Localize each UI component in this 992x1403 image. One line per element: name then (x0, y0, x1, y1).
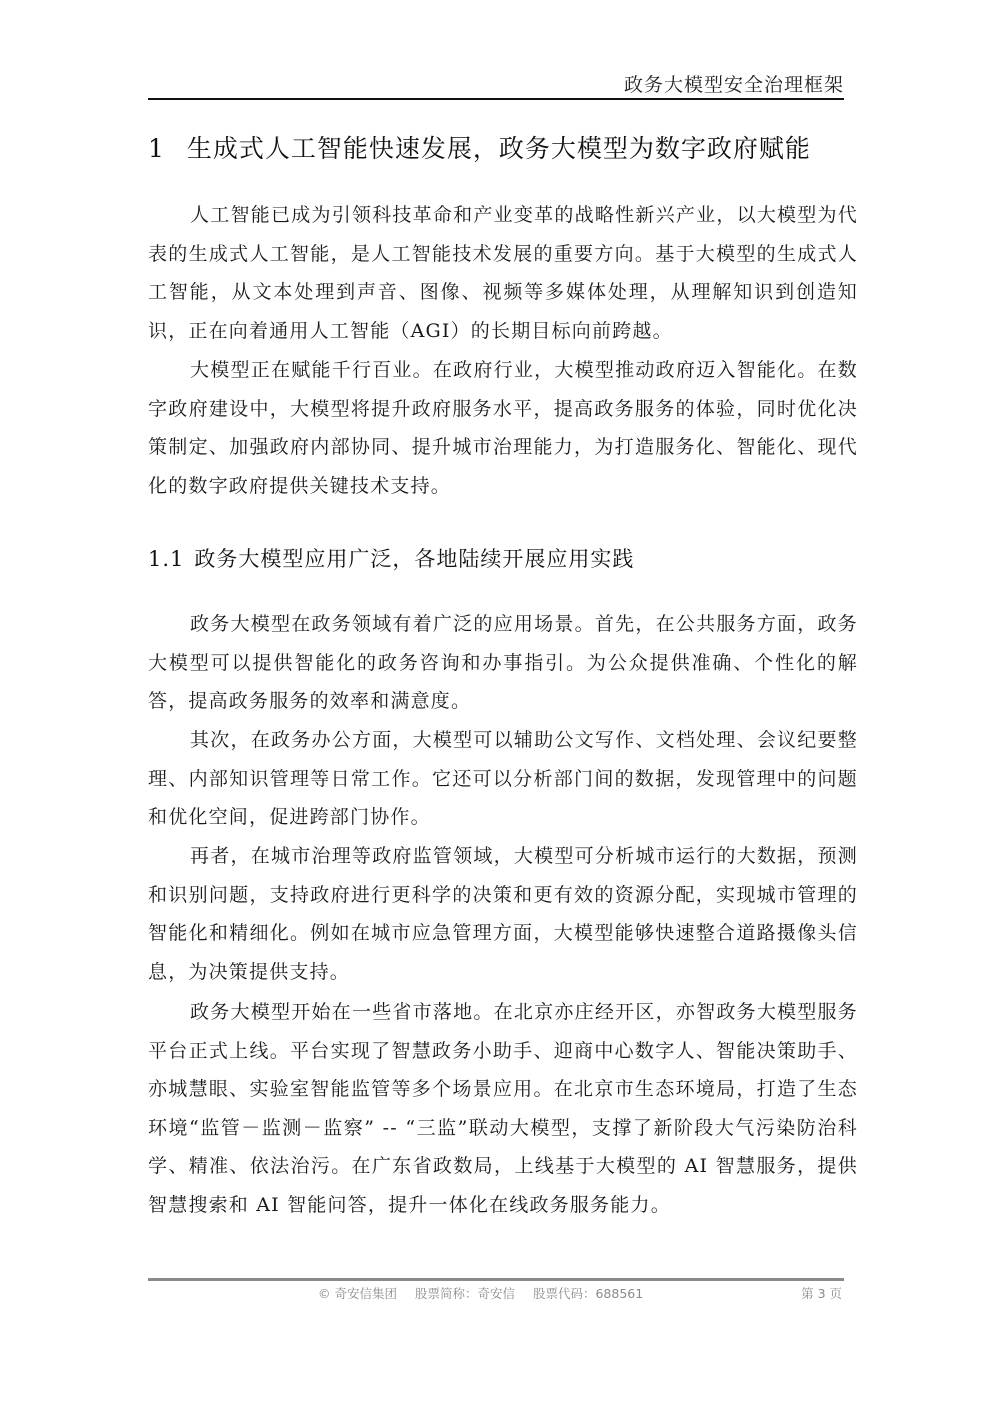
footer-stock-abbr: 股票简称：奇安信 (414, 1286, 515, 1301)
footer-copyright: © 奇安信集团 (318, 1286, 397, 1301)
paragraph: 大模型正在赋能千行百业。在政府行业，大模型推动政府迈入智能化。在数字政府建设中，大模型将提升政府服务水平，提高政务服务的体验，同时优化决策制定、加强政府内部协同、提升城市治理能力，为打造服务化、智能化、现代化的数字政府提供关键技术支持。 (148, 359, 858, 497)
header-divider (148, 98, 844, 100)
paragraph: 其次，在政务办公方面，大模型可以辅助公文写作、文档处理、会议纪要整理、内部知识管理等日常工作。它还可以分析部门间的数据，发现管理中的问题和优化空间，促进跨部门协作。 (148, 729, 858, 828)
section-1-1-number: 1.1 (148, 547, 185, 571)
section-1-1-heading (148, 543, 634, 573)
paragraph: 再者，在城市治理等政府监管领域，大模型可分析城市运行的大数据，预测和识别问题，支持政府进行更科学的决策和更有效的资源分配，实现城市管理的智能化和精细化。例如在城市应急管理方面，大模型能够快速整合道路摄像头信息，为决策提供支持。 (148, 845, 858, 983)
page-header-title: 政务大模型安全治理框架 (623, 74, 844, 96)
paragraph: 人工智能已成为引领科技革命和产业变革的战略性新兴产业，以大模型为代表的生成式人工智能，是人工智能技术发展的重要方向。基于大模型的生成式人工智能，从文本处理到声音、图像、视频等多媒体处理，从理解知识到创造知识，正在向着通用人工智能（AGI）的长期目标向前跨越。 (148, 204, 858, 342)
section-1-1-title: 政务大模型应用广泛，各地陆续开展应用实践 (194, 547, 635, 571)
section-1-heading (148, 129, 811, 165)
paragraph: 政务大模型在政务领域有着广泛的应用场景。首先，在公共服务方面，政务大模型可以提供智能化的政务咨询和办事指引。为公众提供准确、个性化的解答，提高政务服务的效率和满意度。 (148, 613, 858, 712)
page-number: 第 3 页 (801, 1286, 842, 1301)
footer-stock-code: 股票代码：688561 (532, 1286, 644, 1301)
paragraph: 政务大模型开始在一些省市落地。在北京亦庄经开区，亦智政务大模型服务平台正式上线。平台实现了智慧政务小助手、迎商中心数字人、智能决策助手、亦城慧眼、实验室智能监管等多个场景应用。在北京市生态环境局，打造了生态环境“监管－监测－监察” -- “三监”联动大模型，支撑了新阶段大气污染防治科学、精准、依法治污。在广东省政数局，上线基于大模型的 AI 智慧服务，提供智慧搜索和 AI 智能问答，提升一体化在线政务服务能力。 (148, 1001, 858, 1216)
footer-info (318, 1284, 657, 1302)
section-1-title: 生成式人工智能快速发展，政务大模型为数字政府赋能 (186, 134, 811, 163)
section-1-number: 1 (148, 134, 165, 163)
footer-divider (148, 1278, 844, 1281)
